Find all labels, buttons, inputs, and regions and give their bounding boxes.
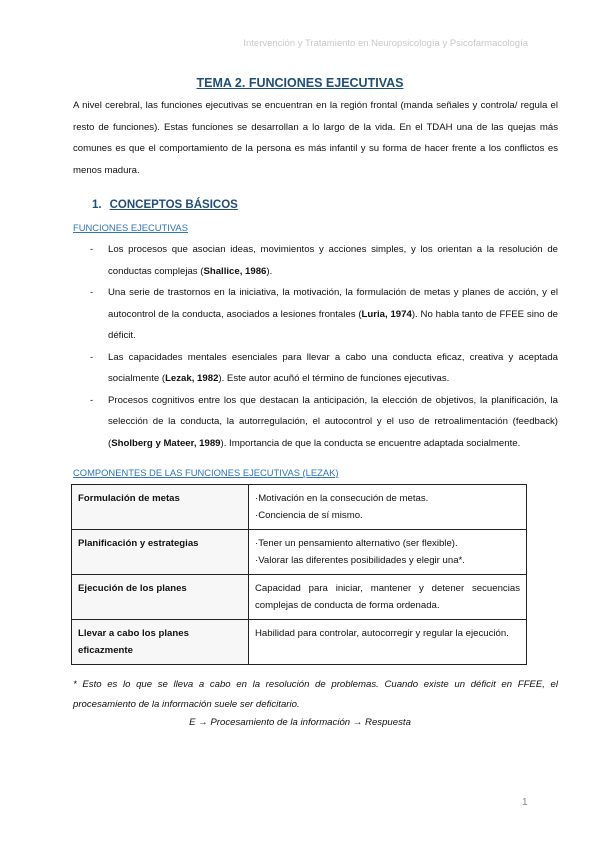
citation: Shallice, 1986 xyxy=(203,265,267,277)
list-item: - Una serie de trastornos en la iniciativa, la motivación, la formulación de metas y planes de acción, y el autocontrol de la conducta, asociados a lesiones frontales (Luria, 1974). No habla tanto de FFEE sino de déficit. xyxy=(73,282,558,347)
table-row-description: Habilidad para controlar, autocorregir y regular la ejecución. xyxy=(249,620,527,665)
table-row xyxy=(72,575,527,620)
citation: Lezak, 1982 xyxy=(165,373,219,384)
subheading-funciones-ejecutivas: FUNCIONES EJECUTIVAS xyxy=(73,222,188,233)
table-row-label: Formulación de metas xyxy=(72,485,249,530)
components-table xyxy=(71,484,527,665)
list-item: - Procesos cognitivos entre los que destacan la anticipación, la elección de objetivos, la planificación, la selección de la conducta, la autorregulación, el autocontrol y el uso de retroalimentación (feedback) (Sholberg y Mateer, 1989). Importancia de que la conducta se encuentre adaptada socialmente. xyxy=(73,390,558,455)
section-number: 1. xyxy=(92,199,102,211)
table-row xyxy=(72,485,527,530)
section-heading xyxy=(92,199,238,211)
bullet-dash: - xyxy=(90,287,94,298)
list-item: - Los procesos que asocian ideas, movimientos y acciones simples, y los orientan a la resolución de conductas complejas (Shallice, 1986). xyxy=(73,239,558,282)
page-title: TEMA 2. FUNCIONES EJECUTIVAS xyxy=(196,76,404,90)
bullet-dash: - xyxy=(90,394,94,406)
footnote: * Esto es lo que se lleva a cabo en la resolución de problemas. Cuando existe un déficit en FFEE, el procesamiento de la información suele ser deficitario. xyxy=(73,679,558,710)
page-number: 1 xyxy=(522,797,528,808)
table-row-description: ·Tener un pensamiento alternativo (ser flexible). ·Valorar las diferentes posibilidades y elegir una*. xyxy=(249,530,527,575)
bullet-dash: - xyxy=(90,244,94,255)
process-formula: E → Procesamiento de la información → Respuesta xyxy=(189,717,411,728)
definitions-list xyxy=(73,239,558,454)
running-header: Intervención y Tratamiento en Neuropsicología y Psicofarmacología xyxy=(243,38,528,49)
table-row-label: Ejecución de los planes xyxy=(72,575,249,620)
intro-paragraph: A nivel cerebral, las funciones ejecutivas se encuentran en la región frontal (manda señales y controla/ regula el resto de funciones). Estas funciones se desarrollan a lo largo de la vida. En el TDAH una de las quejas más comunes es que el comportamiento de la persona es más infantil y su forma de hacer frente a los conflictos es menos madura. xyxy=(73,100,558,176)
table-row-description: Capacidad para iniciar, mantener y detener secuencias complejas de conducta de forma ordenada. xyxy=(249,575,527,620)
bullet-dash: - xyxy=(90,351,94,363)
citation: Sholberg y Mateer, 1989 xyxy=(111,437,221,449)
subheading-componentes: COMPONENTES DE LAS FUNCIONES EJECUTIVAS (LEZAK) xyxy=(73,467,339,478)
table-row-label: Llevar a cabo los planes eficazmente xyxy=(72,620,249,665)
section-title: CONCEPTOS BÁSICOS xyxy=(109,199,238,211)
table-row xyxy=(72,620,527,665)
table-row-label: Planificación y estrategias xyxy=(72,530,249,575)
citation: Luria, 1974 xyxy=(361,308,412,320)
table-row-description: ·Motivación en la consecución de metas. ·Conciencia de sí mismo. xyxy=(249,485,527,530)
table-row xyxy=(72,530,527,575)
list-item: - Las capacidades mentales esenciales para llevar a cabo una conducta eficaz, creativa y aceptada socialmente (Lezak, 1982). Este autor acuñó el término de funciones ejecutivas. xyxy=(73,347,558,390)
